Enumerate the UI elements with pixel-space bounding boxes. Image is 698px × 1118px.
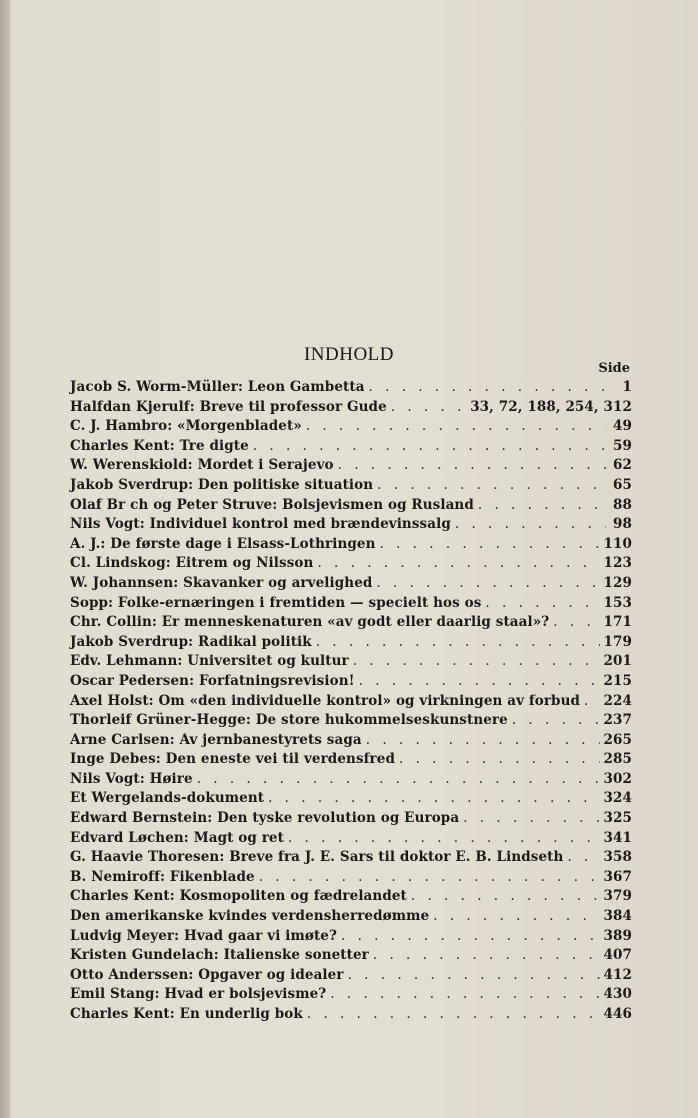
toc-entry (70, 908, 632, 928)
toc-entry-page: 325 (603, 810, 632, 827)
toc-entry-page: 358 (603, 849, 632, 866)
dot-leader (316, 634, 600, 650)
dot-leader (399, 751, 600, 767)
toc-entry-title: Den amerikanske kvindes verdensherredømme (70, 908, 430, 925)
toc-entry-page: 171 (603, 614, 632, 631)
toc-entry-page: 407 (603, 947, 632, 964)
toc-entry-page: 412 (603, 966, 632, 983)
dot-leader (348, 967, 600, 983)
toc-entry-page: 153 (603, 594, 632, 611)
dot-leader (485, 595, 599, 611)
dot-leader (366, 732, 600, 748)
toc-entry-page: 49 (613, 418, 632, 435)
toc-entry-page: 98 (613, 516, 632, 533)
toc-entry (70, 595, 632, 615)
toc-entry-page: 62 (613, 457, 632, 474)
page-column-label: Side (598, 361, 630, 376)
dot-leader (268, 790, 599, 806)
toc-entry-title: W. Werenskiold: Mordet i Serajevo (70, 457, 334, 474)
toc-entry (70, 477, 632, 497)
toc-entry-title: B. Nemiroff: Fikenblade (70, 868, 255, 885)
toc-entry (70, 418, 632, 438)
toc-entry (70, 457, 632, 477)
toc-entry-page: 389 (603, 927, 632, 944)
toc-entry (70, 810, 632, 830)
dot-leader (307, 1006, 600, 1022)
toc-entry-page: 367 (603, 868, 632, 885)
toc-entry-title: Charles Kent: En underlig bok (70, 1006, 303, 1022)
toc-entry (70, 712, 632, 732)
toc-entry (70, 830, 632, 850)
toc-entry-page: 179 (603, 633, 632, 650)
toc-entry-page: 201 (603, 653, 632, 670)
toc-entry (70, 497, 632, 517)
toc-entry (70, 555, 632, 575)
toc-entry-title: Et Wergelands-dokument (70, 790, 265, 807)
dot-leader (553, 614, 599, 630)
page-spine-shadow (0, 0, 10, 1118)
toc-entry-page: 1 (622, 379, 632, 395)
toc-entry-title: Jacob S. Worm-Müller: Leon Gambetta (70, 379, 365, 395)
dot-leader (373, 947, 600, 963)
toc-entry-title: Emil Stang: Hvad er bolsjevisme? (70, 986, 327, 1003)
toc-entry-page: 65 (613, 476, 632, 493)
toc-entry-title: Chr. Collin: Er menneskenaturen «av godt eller daarlig staal»? (70, 614, 550, 631)
toc-entry (70, 536, 632, 556)
dot-leader (259, 869, 600, 885)
toc-entry-page: 302 (603, 770, 632, 787)
toc-entry-page: 430 (603, 986, 632, 1003)
toc-entry (70, 634, 632, 654)
toc-entry-title: Sopp: Folke-ernæringen i fremtiden — specielt hos os (70, 594, 482, 611)
toc-entry-page: 110 (603, 535, 632, 552)
page-title: INDHOLD (303, 344, 395, 365)
toc-entry (70, 790, 632, 810)
toc-entry-title: Edward Bernstein: Den tyske revolution og Europa (70, 810, 460, 827)
toc-entry-page: 215 (603, 672, 632, 689)
dot-leader (463, 810, 599, 826)
toc-entry (70, 516, 632, 536)
dot-leader (567, 849, 599, 865)
toc-entry-page: 285 (603, 751, 632, 768)
toc-entry-page: 88 (613, 496, 632, 513)
toc-entry-title: Ludvig Meyer: Hvad gaar vi imøte? (70, 927, 337, 944)
dot-leader (341, 928, 600, 944)
toc-entry (70, 614, 632, 634)
dot-leader (455, 516, 606, 532)
dot-leader (369, 379, 606, 395)
toc-entry-page: 324 (603, 790, 632, 807)
toc-entry (70, 732, 632, 752)
toc-entry-title: Oscar Pedersen: Forfatningsrevision! (70, 672, 355, 689)
toc-entry (70, 869, 632, 889)
toc-entry-title: Otto Anderssen: Opgaver og idealer (70, 966, 344, 983)
toc-entry (70, 888, 632, 908)
toc-entry-title: Cl. Lindskog: Eitrem og Nilsson (70, 555, 314, 572)
dot-leader (391, 399, 466, 415)
toc-entry-title: A. J.: De første dage i Elsass-Lothringen (70, 535, 376, 552)
dot-leader (197, 771, 600, 787)
toc-entry (70, 849, 632, 869)
toc-entry-page: 224 (603, 692, 632, 709)
dot-leader (288, 830, 600, 846)
toc-entry-title: Halfdan Kjerulf: Breve til professor Gude (70, 398, 387, 415)
toc-entry (70, 928, 632, 948)
toc-entry-page: 341 (603, 829, 632, 846)
dot-leader (478, 497, 606, 513)
toc-entry-page: 59 (613, 437, 632, 454)
toc-entry-page: 33, 72, 188, 254, 312 (470, 398, 632, 415)
toc-entry (70, 986, 632, 1006)
dot-leader (353, 653, 600, 669)
toc-entry-title: W. Johannsen: Skavanker og arvelighed (70, 574, 373, 591)
table-of-contents (70, 379, 632, 1026)
toc-entry (70, 438, 632, 458)
toc-entry (70, 967, 632, 987)
toc-entry-title: Charles Kent: Kosmopoliten og fædrelandet (70, 888, 407, 905)
dot-leader (512, 712, 600, 728)
toc-entry-page: 379 (603, 888, 632, 905)
dot-leader (359, 673, 600, 689)
toc-entry (70, 673, 632, 693)
toc-entry-page: 123 (603, 555, 632, 572)
dot-leader (433, 908, 599, 924)
dot-leader (330, 986, 599, 1002)
dot-leader (584, 693, 599, 709)
toc-entry (70, 379, 632, 399)
toc-entry-page: 237 (603, 712, 632, 729)
toc-entry (70, 693, 632, 713)
toc-entry-title: Nils Vogt: Individuel kontrol med brændevinssalg (70, 516, 451, 533)
toc-entry-title: Axel Holst: Om «den individuelle kontrol» og virkningen av forbud (70, 692, 581, 709)
dot-leader (411, 888, 600, 904)
toc-entry-title: Edvard Løchen: Magt og ret (70, 829, 284, 846)
toc-entry (70, 1006, 632, 1026)
toc-entry (70, 947, 632, 967)
toc-entry-title: Nils Vogt: Høire (70, 770, 193, 787)
dot-leader (338, 457, 606, 473)
toc-entry (70, 751, 632, 771)
dot-leader (380, 536, 600, 552)
toc-entry-title: Jakob Sverdrup: Radikal politik (70, 633, 312, 650)
toc-entry-title: Charles Kent: Tre digte (70, 437, 249, 454)
toc-entry-title: Jakob Sverdrup: Den politiske situation (70, 476, 374, 493)
toc-entry-title: Edv. Lehmann: Universitet og kultur (70, 653, 349, 670)
dot-leader (253, 438, 606, 454)
toc-entry-title: G. Haavie Thoresen: Breve fra J. E. Sars til doktor E. B. Lindseth (70, 849, 564, 866)
toc-entry (70, 575, 632, 595)
toc-entry-title: Kristen Gundelach: Italienske sonetter (70, 947, 369, 964)
toc-entry-title: Inge Debes: Den eneste vei til verdensfred (70, 751, 395, 768)
toc-entry-page: 446 (603, 1006, 632, 1022)
toc-entry-title: C. J. Hambro: «Morgenbladet» (70, 418, 302, 435)
toc-entry-title: Arne Carlsen: Av jernbanestyrets saga (70, 731, 362, 748)
toc-entry-title: Thorleif Grüner-Hegge: De store hukommelseskunstnere (70, 712, 508, 729)
dot-leader (377, 477, 606, 493)
toc-entry (70, 399, 632, 419)
dot-leader (376, 575, 599, 591)
dot-leader (317, 555, 599, 571)
toc-entry-page: 265 (603, 731, 632, 748)
toc-entry-title: Olaf Br ch og Peter Struve: Bolsjevismen og Rusland (70, 496, 474, 513)
toc-entry (70, 771, 632, 791)
toc-entry (70, 653, 632, 673)
toc-entry-page: 129 (603, 574, 632, 591)
dot-leader (306, 418, 606, 434)
toc-entry-page: 384 (603, 908, 632, 925)
